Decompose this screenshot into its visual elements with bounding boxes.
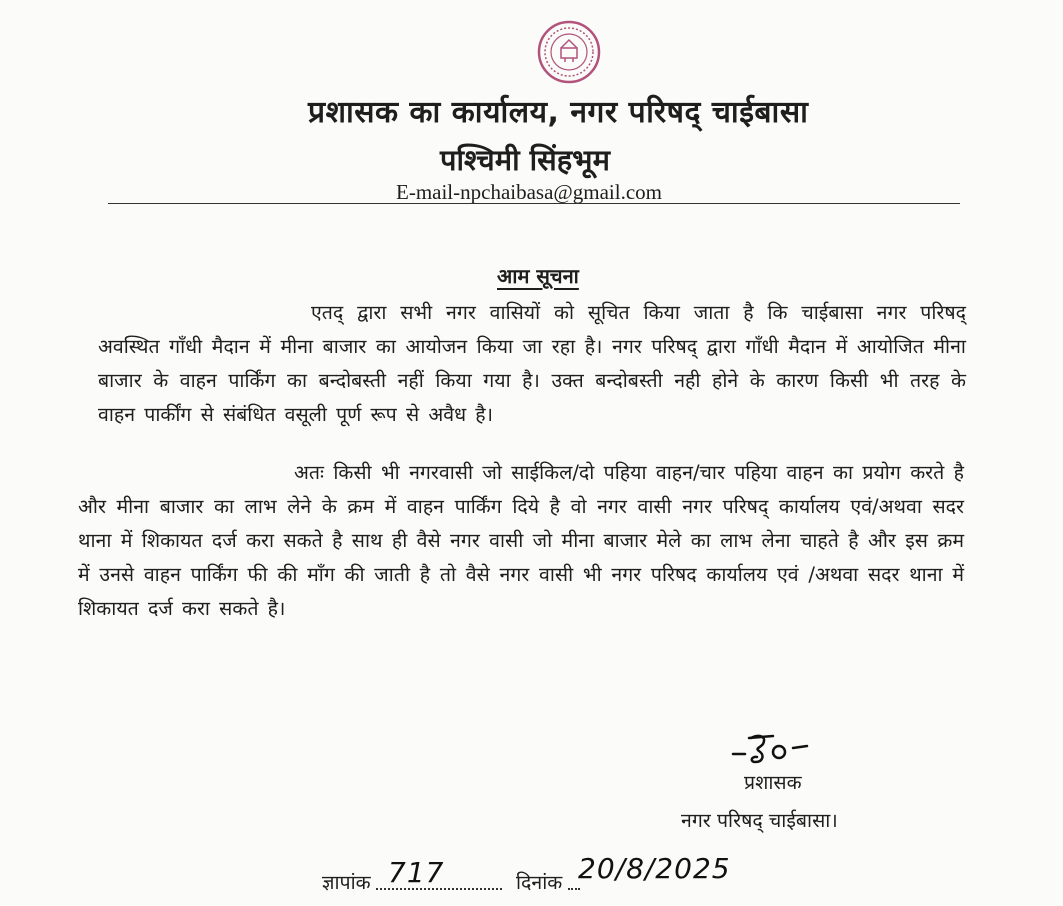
notice-heading: आम सूचना — [497, 264, 579, 288]
municipal-seal — [537, 20, 601, 84]
reference-row — [322, 852, 782, 900]
notice-paragraph-1: एतद् द्वारा सभी नगर वासियों को सूचित किया जाता है कि चाईबासा नगर परिषद् अवस्थित गाँधी मैदान में मीना बाजार का आयोजन किया जा रहा है। नगर परिषद् द्वारा गाँधी मैदान में आयोजित मीना बाजार के वाहन पार्किंग का बन्दोबस्ती नहीं किया गया है। उक्त बन्दोबस्ती नही होने के कारण किसी भी तरह के वाहन पार्कींग से संबंधित वसूली पूर्ण रूप से अवैध है। — [98, 301, 966, 426]
office-title: प्रशासक का कार्यालय, नगर परिषद् चाईबासा — [308, 95, 809, 130]
memo-number-label: ज्ञापांक — [322, 871, 371, 894]
seal-emblem-base — [561, 48, 577, 58]
memo-number-value: 717 — [388, 856, 445, 889]
signature-mark-icon — [729, 726, 819, 770]
date-value: 20/8/2025 — [578, 852, 731, 885]
seal-dotted-ring — [545, 28, 593, 76]
seal-outer-ring — [539, 22, 599, 82]
office-email: E-mail-npchaibasa@gmail.com — [396, 180, 662, 204]
district-name: पश्चिमी सिंहभूम — [440, 143, 610, 177]
notice-paragraph-2: अतः किसी भी नगरवासी जो साईकिल/दो पहिया वाहन/चार पहिया वाहन का प्रयोग करते है और मीना बाजार का लाभ लेने के क्रम में वाहन पार्किंग दिये है वो नगर वासी नगर परिषद् कार्यालय एवं/अथवा सदर थाना में शिकायत दर्ज करा सकते है साथ ही वैसे नगर वासी जो मीना बाजार मेले का लाभ लेना चाहते है और इस क्रम में उनसे वाहन पार्किंग फी की माँग की जाती है तो वैसे नगर वासी भी नगर परिषद कार्यालय एवं /अथवा सदर थाना में शिकायत दर्ज करा सकते है। — [78, 461, 964, 620]
municipal-seal-icon — [537, 20, 601, 84]
date-label: दिनांक — [516, 871, 563, 894]
signatory-office: नगर परिषद् चाईबासा। — [681, 809, 838, 832]
signatory-designation: प्रशासक — [744, 771, 802, 794]
date-dotted-line — [568, 888, 580, 890]
header-divider — [108, 203, 960, 204]
seal-emblem-roof — [561, 40, 577, 48]
